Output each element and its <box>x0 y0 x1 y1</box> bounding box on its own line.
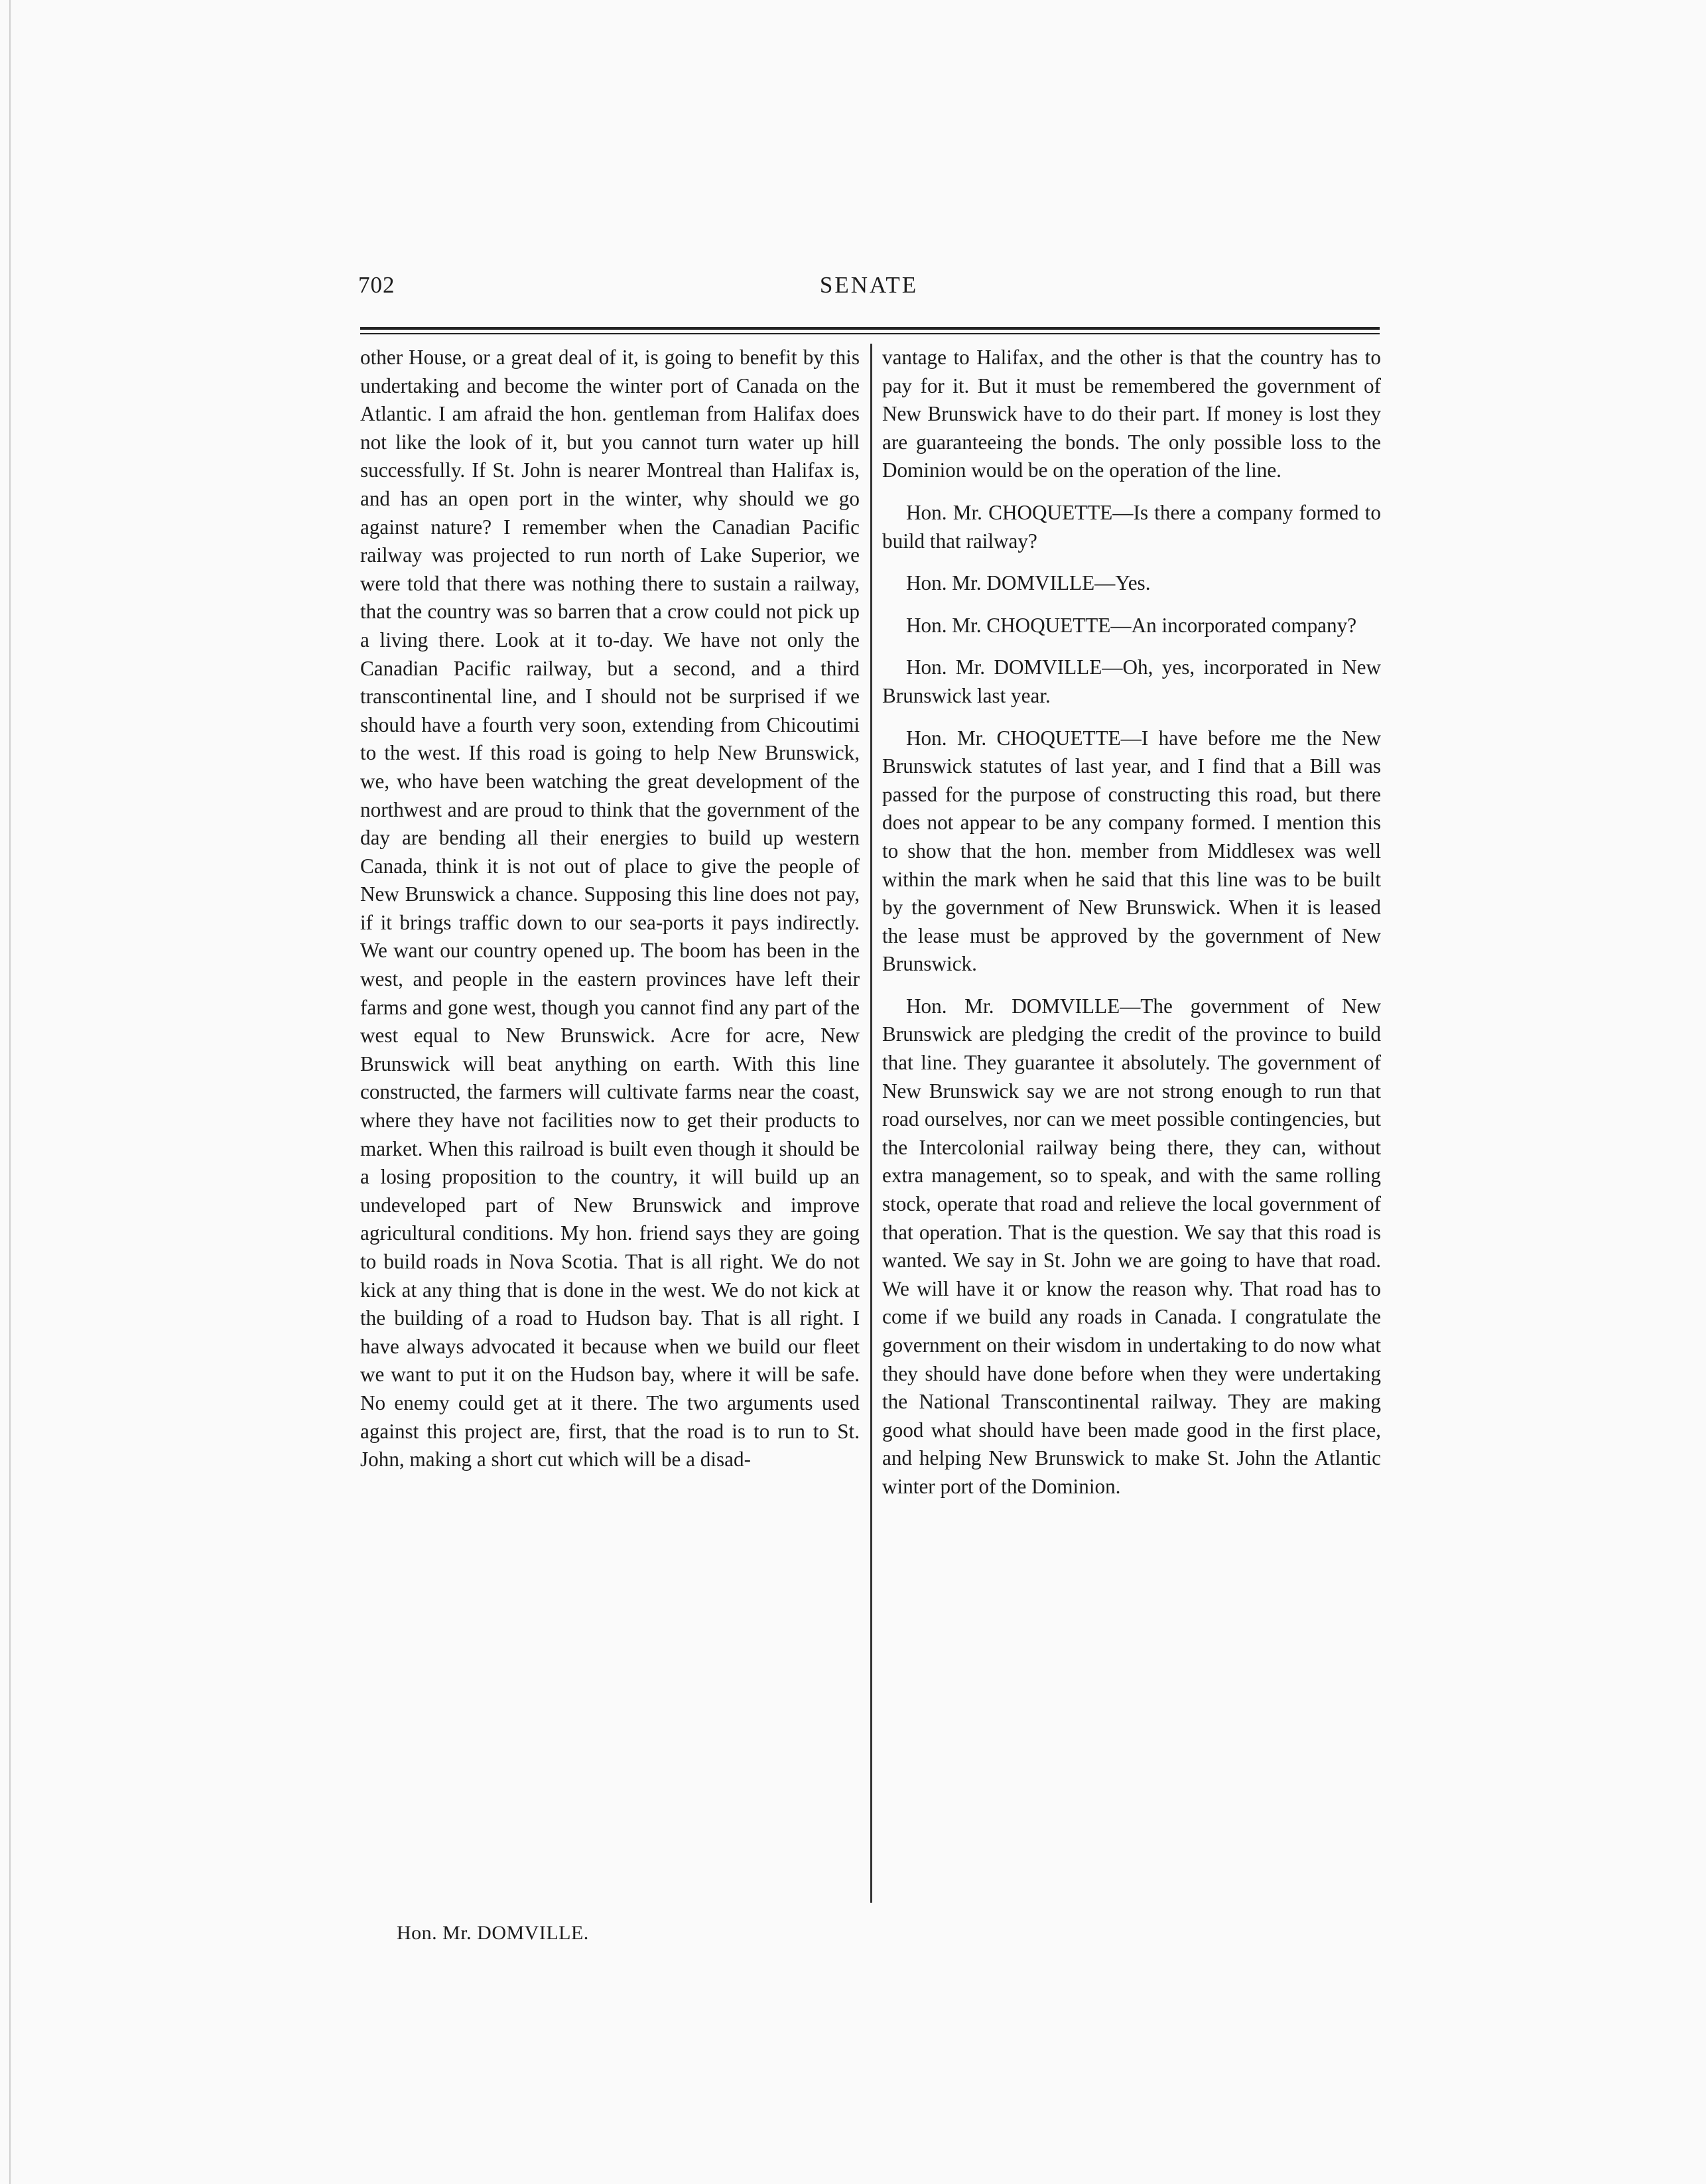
header-rule-thick <box>360 327 1380 330</box>
speech-domville-yes: Hon. Mr. DOMVILLE—Yes. <box>906 571 1151 595</box>
footer-speaker-name: Hon. Mr. DOMVILLE. <box>397 1922 589 1944</box>
speech-choquette-incorporated: Hon. Mr. CHOQUETTE—An incorporated company? <box>906 613 1357 637</box>
right-column <box>882 344 1381 1501</box>
speech-domville-government: Hon. Mr. DOMVILLE—The government of New Brunswick are pledging the credit of the province to build that line. They guarantee it absolutely. The government of New Brunswick say we are not strong enough to run that road ourselves, nor can we meet possible contingencies, but the Intercolonial railway being there, they can, without extra management, so to speak, and with the same rolling stock, operate that road and relieve the local government of that operation. That is the question. We say that this road is wanted. We say in St. John we are going to have that road. We will have it or know the reason why. That road has to come if we build any roads in Canada. I congratulate the government on their wisdom in undertaking to do now what they should have done before when they were undertaking the National Transcontinental railway. They are making good what should have been made good in the first place, and helping New Brunswick to make St. John the Atlantic winter port of the Dominion. <box>882 994 1381 1498</box>
right-column-paragraph-continuation: vantage to Halifax, and the other is that the country has to pay for it. But it must be remembered the government of New Brunswick have to do their part. If money is lost they are guaranteeing the bonds. The only possible loss to the Dominion would be on the operation of the line. <box>882 346 1381 482</box>
left-column <box>360 344 860 1474</box>
page-edge-line <box>9 0 11 2184</box>
column-divider <box>870 344 872 1903</box>
speech-choquette-question: Hon. Mr. CHOQUETTE—Is there a company formed to build that railway? <box>882 500 1381 553</box>
speech-domville-incorporated: Hon. Mr. DOMVILLE—Oh, yes, incorporated in New Brunswick last year. <box>882 655 1381 707</box>
speech-choquette-statutes: Hon. Mr. CHOQUETTE—I have before me the New Brunswick statutes of last year, and I find that a Bill was passed for the purpose of constructing this road, but there does not appear to be any company formed. I mention this to show that the hon. member from Middlesex was well within the mark when he said that this line was to be built by the government of New Brunswick. When it is leased the lease must be approved by the government of New Brunswick. <box>882 726 1381 976</box>
page-number: 702 <box>358 272 395 298</box>
left-column-paragraph: other House, or a great deal of it, is going to benefit by this undertaking and become the winter port of Canada on the Atlantic. I am afraid the hon. gentleman from Halifax does not like the look of it, but you cannot turn water up hill successfully. If St. John is nearer Montreal than Halifax is, and has an open port in the winter, why should we go against nature? I remember when the Canadian Pacific railway was projected to run north of Lake Superior, we were told that there was nothing there to sustain a railway, that the country was so barren that a crow could not pick up a living there. Look at it to-day. We have not only the Canadian Pacific railway, but a second, and a third transcontinental line, and I should not be surprised if we should have a fourth very soon, extending from Chicoutimi to the west. If this road is going to help New Brunswick, we, who have been watching the great development of the northwest and are proud to think that the government of the day are bending all their energies to build up western Canada, think it is not out of place to give the people of New Brunswick a chance. Supposing this line does not pay, if it brings traffic down to our sea-ports it pays indirectly. We want our country opened up. The boom has been in the west, and people in the eastern provinces have left their farms and gone west, though you cannot find any part of the west equal to New Brunswick. Acre for acre, New Brunswick will beat anything on earth. With this line constructed, the farmers will cultivate farms near the coast, where they have not facilities now to get their products to market. When this railroad is built even though it should be a losing proposition to the country, it will build up an undeveloped part of New Brunswick and improve agricultural conditions. My hon. friend says they are going to build roads in Nova Scotia. That is all right. We do not kick at any thing that is done in the west. We do not kick at the building of a road to Hudson bay. That is all right. I have always advocated it because when we build our fleet we want to put it on the Hudson bay, where it will be safe. No enemy could get at it there. The two arguments used against this project are, first, that the road is to run to St. John, making a short cut which will be a disad- <box>360 346 860 1471</box>
page-header <box>358 272 1380 305</box>
running-head: SENATE <box>819 272 919 298</box>
header-rule-thin <box>360 333 1380 334</box>
